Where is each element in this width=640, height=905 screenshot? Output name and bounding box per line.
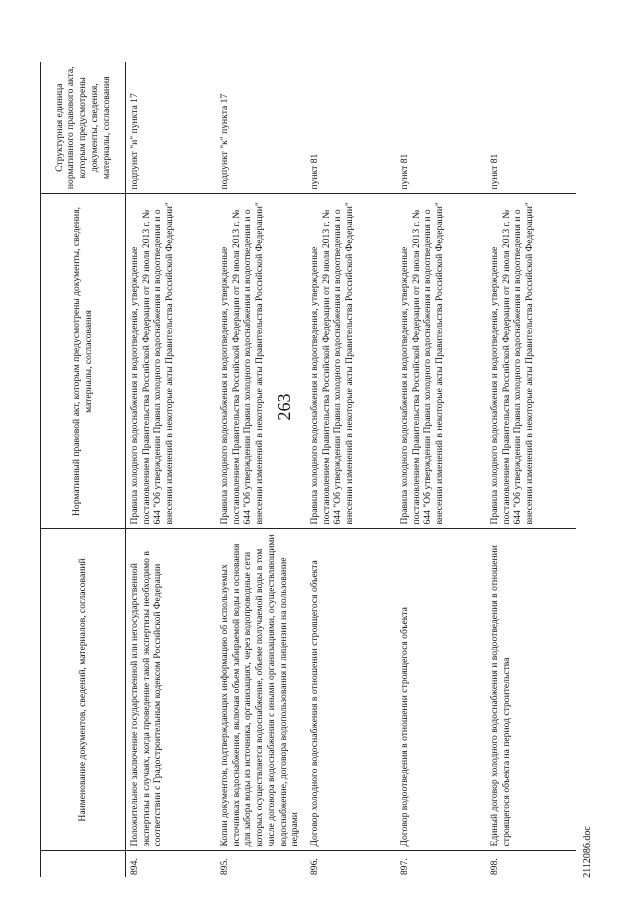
row-unit: подпункт "к" пункта 17 (216, 62, 306, 194)
table-row (126, 62, 217, 877)
row-act: Правила холодного водоснабжения и водоотведения, утвержденные постановлением Правительства Российской Федерации от 29 июля 2013 г. № 644 "Об утверждении Правил холодного водоснабжения и водоотведения и о внесении изменений в некоторые акты Правительства Российской Федерации" (306, 194, 396, 529)
documents-table (40, 62, 576, 877)
header-act: Нормативный правовой акт, которым предусмотрены документы, сведения, материалы, согласования (41, 194, 126, 529)
table-header-row (41, 62, 126, 877)
row-unit: пункт 81 (306, 62, 396, 194)
row-act: Правила холодного водоснабжения и водоотведения, утвержденные постановлением Правительства Российской Федерации от 29 июля 2013 г. № 644 "Об утверждении Правил холодного водоснабжения и водоотведения и о внесении изменений в некоторые акты Правительства Российской Федерации" (486, 194, 576, 529)
row-name: Договор водоотведения в отношении строящегося объекта (396, 529, 486, 851)
row-number: 897. (399, 858, 410, 875)
row-number: 898. (489, 858, 500, 875)
row-act: Правила холодного водоснабжения и водоотведения, утвержденные постановлением Правительства Российской Федерации от 29 июля 2013 г. № 644 "Об утверждении Правил холодного водоснабжения и водоотведения и о внесении изменений в некоторые акты Правительства Российской Федерации" (126, 194, 217, 529)
document-code: 2112086.doc (582, 826, 593, 878)
row-unit: пункт 81 (486, 62, 576, 194)
header-number (41, 851, 126, 877)
page-number: 263 (274, 393, 294, 421)
table-row (216, 62, 306, 877)
header-name: Наименование документов, сведений, материалов, согласований (41, 529, 126, 851)
table-row (306, 62, 396, 877)
row-number: 894. (129, 858, 140, 875)
header-unit: Структурная единица нормативного правового акта, которым предусмотрены документы, сведения, материалы, согласования (41, 62, 126, 194)
row-act: Правила холодного водоснабжения и водоотведения, утвержденные постановлением Правительства Российской Федерации от 29 июля 2013 г. № 644 "Об утверждении Правил холодного водоснабжения и водоотведения и о внесении изменений в некоторые акты Правительства Российской Федерации" (396, 194, 486, 529)
row-name: Договор холодного водоснабжения в отношении строящегося объекта (306, 529, 396, 851)
table-row (396, 62, 486, 877)
row-number: 895. (219, 858, 230, 875)
row-name: Положительное заключение государственной или негосударственной экспертизы в случаях, когда проведение такой экспертизы необходимо в соответствии с Градостроительным кодексом Российской Федерации (126, 529, 217, 851)
table-row (486, 62, 576, 877)
row-unit: подпункт "и" пункта 17 (126, 62, 217, 194)
row-number: 896. (309, 858, 320, 875)
row-name: Копии документов, подтверждающих информацию об используемых источниках водоснабжения, включая объем забираемой воды и основания для забора воды из источника, организациях, через водопроводные сети которых осуществляется водоснабжение, объеме получаемой воды в том числе договора водоснабжения с иными организациями, осуществляющими водоснабжение, договора водопользования и лицензии на пользование недрами (216, 529, 306, 851)
row-unit: пункт 81 (396, 62, 486, 194)
row-act: Правила холодного водоснабжения и водоотведения, утвержденные постановлением Правительства Российской Федерации от 29 июля 2013 г. № 644 "Об утверждении Правил холодного водоснабжения и водоотведения и о внесении изменений в некоторые акты Правительства Российской Федерации" (216, 194, 306, 529)
row-name: Единый договор холодного водоснабжения и водоотведения в отношении строящегося объекта на период строительства (486, 529, 576, 851)
document-table-rotated (40, 62, 595, 877)
